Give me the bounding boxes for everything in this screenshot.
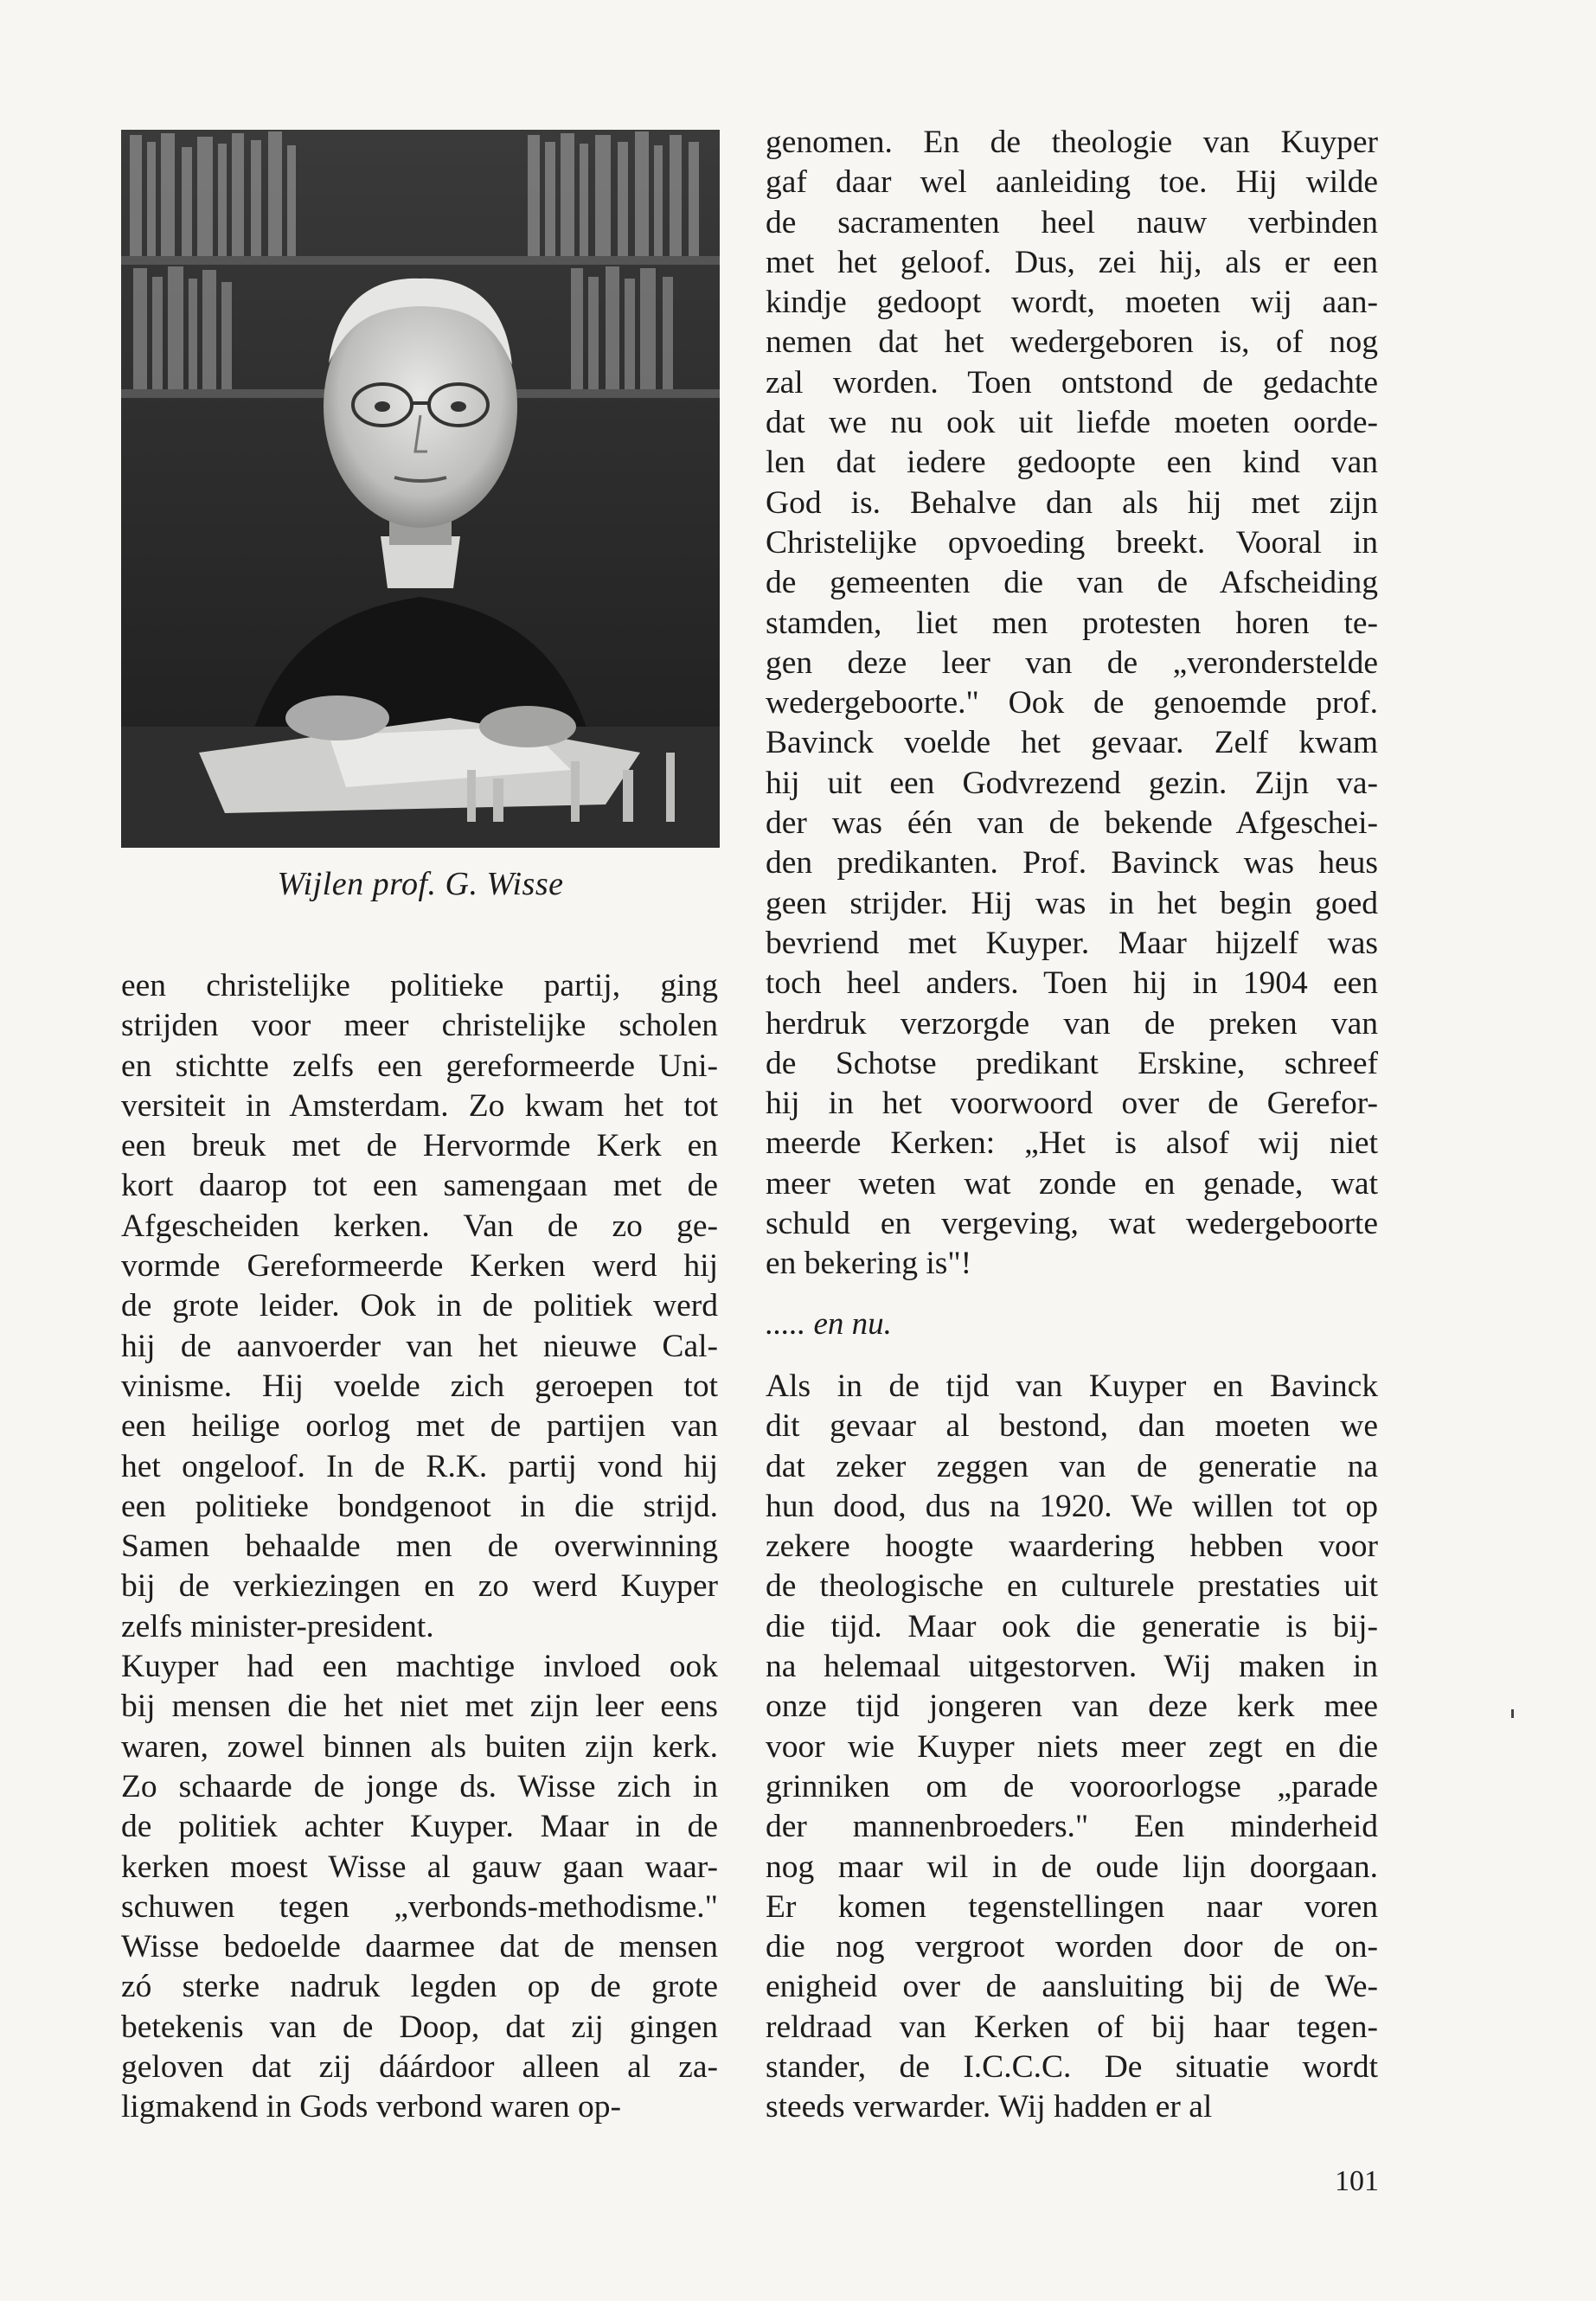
text-line: een christelijke politieke partij, ging [121, 968, 718, 1003]
text-line: toch heel anders. Toen hij in 1904 een [766, 965, 1378, 1002]
text-line: dit gevaar al bestond, dan moeten we [766, 1408, 1378, 1445]
page-number: 101 [1335, 2165, 1379, 2197]
text-line: gen deze leer van de „veronderstelde [766, 644, 1378, 681]
text-line: na helemaal uitgestorven. Wij maken in [766, 1649, 1378, 1685]
text-line: meer weten wat zonde en genade, wat [766, 1165, 1378, 1202]
text-line: Er komen tegenstellingen naar voren [766, 1888, 1378, 1925]
text-line: kindje gedoopt wordt, moeten wij aan- [766, 285, 1378, 321]
section-heading: ..... en nu. [766, 1306, 892, 1342]
text-line: Samen behaalde men de overwinning [121, 1529, 718, 1565]
text-line: hij uit een Godvrezend gezin. Zijn va- [766, 765, 1378, 801]
text-line: zekere hoogte waardering hebben voor [766, 1529, 1378, 1565]
text-line: reldraad van Kerken of bij haar tegen- [766, 2009, 1378, 2045]
text-line: een politieke bondgenoot in die strijd. [121, 1488, 718, 1524]
text-line: Christelijke opvoeding breekt. Vooral in [766, 524, 1378, 561]
text-line: der mannenbroeders." Een minderheid [766, 1809, 1378, 1845]
text-line: schuld en vergeving, wat wedergeboorte [766, 1206, 1378, 1242]
text-line: herdruk verzorgde van de preken van [766, 1005, 1378, 1042]
text-line: het ongeloof. In de R.K. partij vond hij [121, 1448, 718, 1484]
text-line: onze tijd jongeren van deze kerk mee [766, 1689, 1378, 1725]
text-line: en stichtte zelfs een gereformeerde Uni- [121, 1048, 718, 1084]
text-line: Als in de tijd van Kuyper en Bavinck [766, 1368, 1378, 1404]
text-line: enigheid over de aansluiting bij de We- [766, 1969, 1378, 2005]
text-column-right-top [766, 123, 1378, 1285]
text-line: een breuk met de Hervormde Kerk en [121, 1128, 718, 1164]
text-line: den predikanten. Prof. Bavinck was heus [766, 845, 1378, 881]
text-line: nemen dat het wedergeboren is, of nog [766, 324, 1378, 361]
text-line: schuwen tegen „verbonds-methodisme." [121, 1888, 718, 1925]
text-line: stander, de I.C.C.C. De situatie wordt [766, 2049, 1378, 2086]
text-line: Zo schaarde de jonge ds. Wisse zich in [121, 1768, 718, 1804]
print-speck [1511, 1709, 1514, 1718]
text-line: Wisse bedoelde daarmee dat de mensen [121, 1929, 718, 1965]
text-line: versiteit in Amsterdam. Zo kwam het tot [121, 1087, 718, 1124]
text-line: nog maar wil in de oude lijn doorgaan. [766, 1849, 1378, 1885]
text-line: Afgescheiden kerken. Van de zo ge- [121, 1208, 718, 1244]
text-line: vinisme. Hij voelde zich geroepen tot [121, 1368, 718, 1404]
text-line: voor wie Kuyper niets meer zegt en die [766, 1728, 1378, 1765]
text-line: God is. Behalve dan als hij met zijn [766, 484, 1378, 521]
text-line: dat zeker zeggen van de generatie na [766, 1448, 1378, 1484]
text-line: meerde Kerken: „Het is alsof wij niet [766, 1125, 1378, 1162]
portrait-photo [121, 130, 720, 848]
text-line: met het geloof. Dus, zei hij, als er een [766, 244, 1378, 280]
text-line: de sacramenten heel nauw verbinden [766, 204, 1378, 240]
portrait-photo-icon [121, 130, 720, 848]
text-line: gaf daar wel aanleiding toe. Hij wilde [766, 164, 1378, 201]
text-line: steeds verwarder. Wij hadden er al [766, 2089, 1213, 2125]
text-line: stamden, liet men protesten horen te- [766, 605, 1378, 641]
text-line: geen strijder. Hij was in het begin goed [766, 885, 1378, 921]
text-line: kort daarop tot een samengaan met de [121, 1168, 718, 1204]
text-line: strijden voor meer christelijke scholen [121, 1008, 718, 1044]
text-line: hij in het voorwoord over de Gerefor- [766, 1086, 1378, 1122]
text-line: Kuyper had een machtige invloed ook [121, 1649, 718, 1685]
text-line: len dat iedere gedoopte een kind van [766, 445, 1378, 481]
text-line: dat we nu ook uit liefde moeten oorde- [766, 405, 1378, 441]
text-line: betekenis van de Doop, dat zij gingen [121, 2009, 718, 2045]
text-line: vormde Gereformeerde Kerken werd hij [121, 1248, 718, 1285]
text-column-right-bottom [766, 1367, 1378, 2128]
text-line: zelfs minister-president. [121, 1608, 434, 1644]
text-line: waren, zowel binnen als buiten zijn kerk. [121, 1728, 718, 1765]
text-line: Bavinck voelde het gevaar. Zelf kwam [766, 725, 1378, 761]
text-line: geloven dat zij dáárdoor alleen al za- [121, 2049, 718, 2086]
text-line: bij de verkiezingen en zo werd Kuyper [121, 1568, 718, 1605]
text-line: zó sterke nadruk legden op de grote [121, 1969, 718, 2005]
text-line: de gemeenten die van de Afscheiding [766, 565, 1378, 601]
text-line: de theologische en culturele prestaties uit [766, 1568, 1378, 1605]
photo-caption: Wijlen prof. G. Wisse [277, 866, 564, 902]
text-line: genomen. En de theologie van Kuyper [766, 125, 1378, 160]
text-line: wedergeboorte." Ook de genoemde prof. [766, 685, 1378, 721]
text-line: die tijd. Maar ook die generatie is bij- [766, 1608, 1378, 1644]
text-line: een heilige oorlog met de partijen van [121, 1408, 718, 1445]
text-line: de grote leider. Ook in de politiek werd [121, 1288, 718, 1324]
text-column-left [121, 966, 718, 2128]
text-line: en bekering is"! [766, 1246, 972, 1282]
text-line: kerken moest Wisse al gauw gaan waar- [121, 1849, 718, 1885]
text-line: die nog vergroot worden door de on- [766, 1929, 1378, 1965]
text-line: der was één van de bekende Afgeschei- [766, 805, 1378, 842]
text-line: bevriend met Kuyper. Maar hijzelf was [766, 925, 1378, 961]
text-line: de Schotse predikant Erskine, schreef [766, 1045, 1378, 1081]
text-line: ligmakend in Gods verbond waren op- [121, 2089, 621, 2125]
text-line: zal worden. Toen ontstond de gedachte [766, 364, 1378, 401]
text-line: hij de aanvoerder van het nieuwe Cal- [121, 1328, 718, 1364]
text-line: hun dood, dus na 1920. We willen tot op [766, 1488, 1378, 1524]
text-line: bij mensen die het niet met zijn leer eens [121, 1689, 718, 1725]
text-line: de politiek achter Kuyper. Maar in de [121, 1809, 718, 1845]
text-line: grinniken om de vooroorlogse „parade [766, 1768, 1378, 1804]
